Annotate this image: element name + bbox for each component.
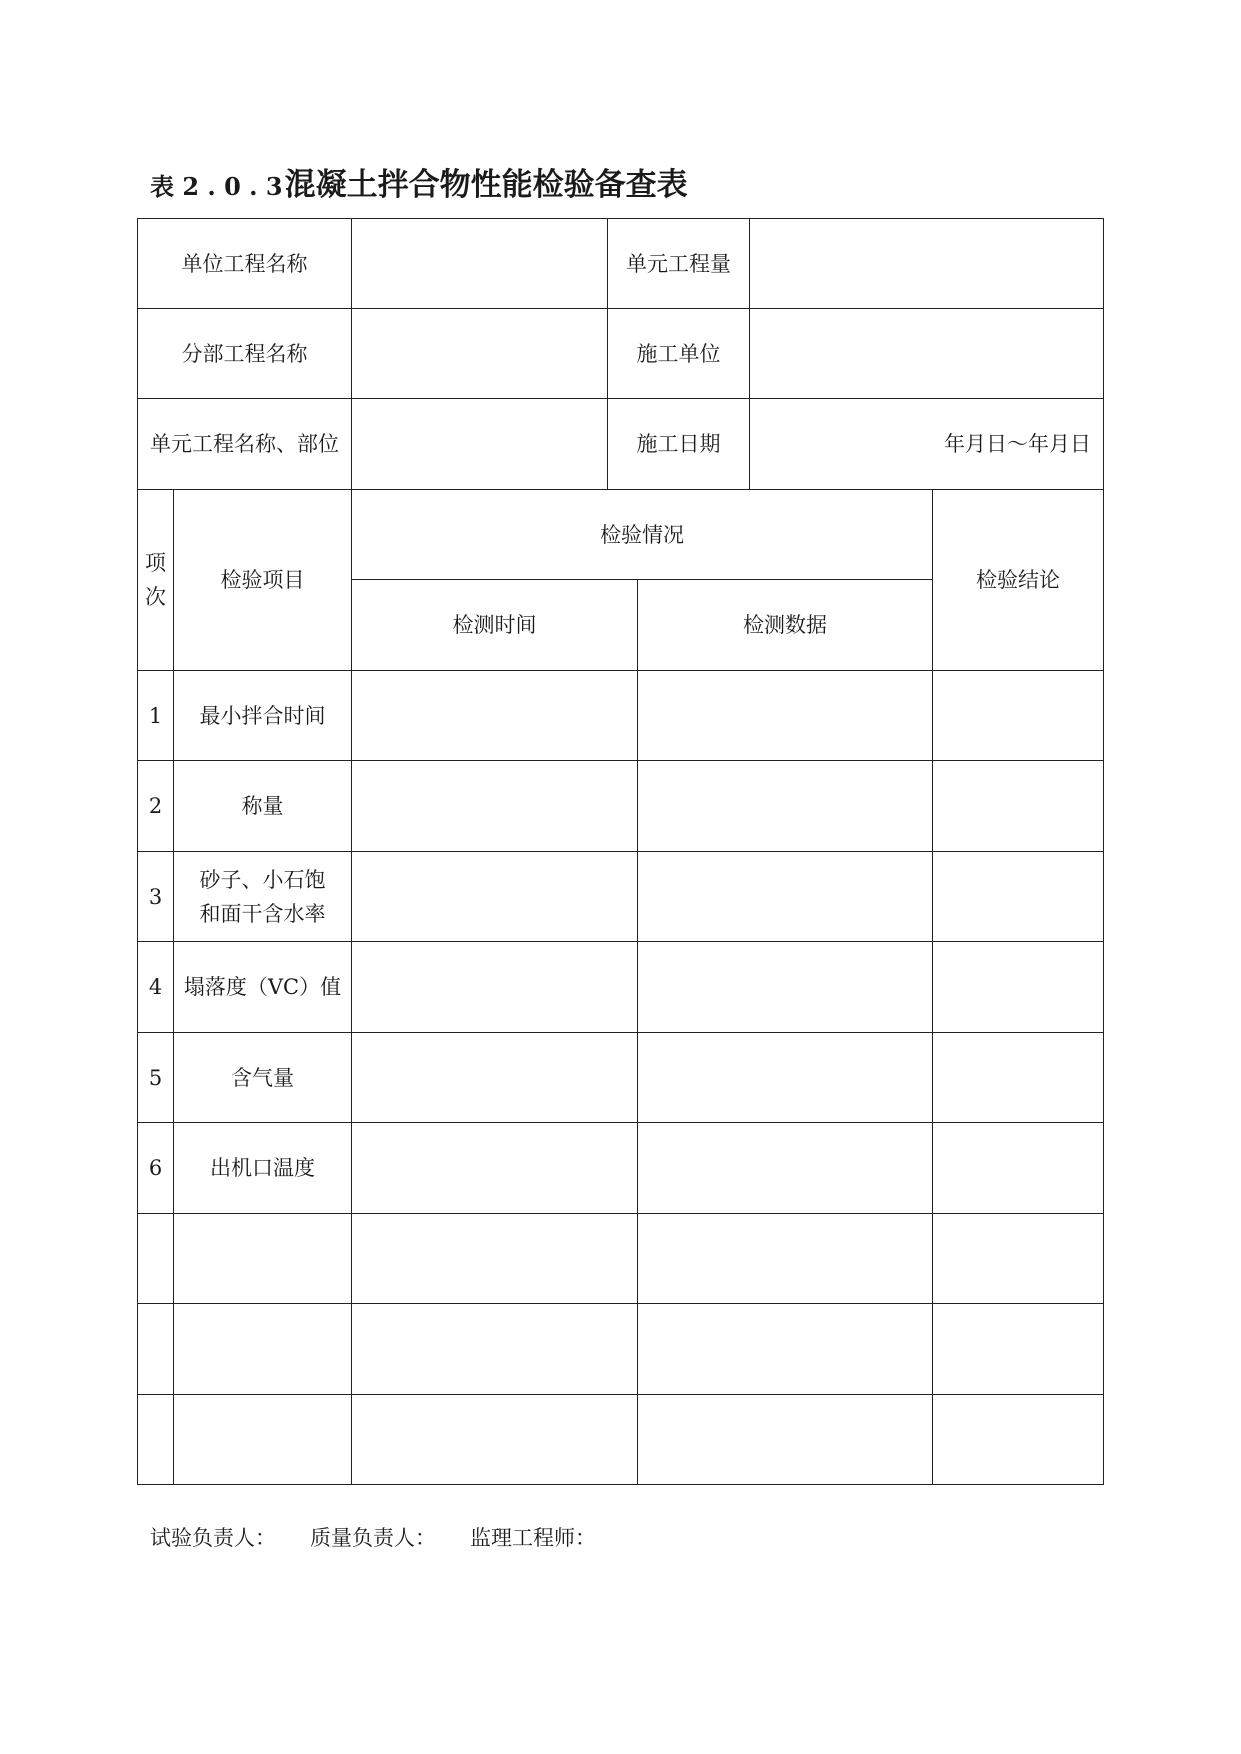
element-name-label: 单元工程名称、部位 [138, 399, 352, 490]
element-name-field[interactable] [352, 399, 608, 490]
unit-project-label: 单位工程名称 [138, 219, 352, 309]
header-row-3 [138, 399, 1104, 490]
table-row [138, 1304, 1104, 1395]
tester-signature-label: 试验负责人： [150, 1526, 276, 1550]
row-number [138, 1304, 174, 1395]
item-header: 检验项目 [174, 490, 352, 671]
table-number: 表 2 . 0 . 3 [150, 172, 283, 201]
row-number [138, 1214, 174, 1304]
contractor-label: 施工单位 [608, 309, 750, 399]
row-conclusion-cell[interactable] [933, 942, 1104, 1033]
header-row-1 [138, 219, 1104, 309]
row-time-cell[interactable] [352, 1214, 638, 1304]
row-time-cell[interactable] [352, 671, 638, 761]
sub-project-field[interactable] [352, 309, 608, 399]
table-row [138, 852, 1104, 942]
contractor-field[interactable] [750, 309, 1104, 399]
quality-signature-label: 质量负责人： [310, 1526, 436, 1550]
row-data-cell[interactable] [638, 1395, 933, 1485]
row-conclusion-cell[interactable] [933, 1395, 1104, 1485]
element-quantity-label: 单元工程量 [608, 219, 750, 309]
row-number: 2 [138, 761, 174, 852]
row-number [138, 1395, 174, 1485]
conclusion-header: 检验结论 [933, 490, 1104, 671]
row-conclusion-cell[interactable] [933, 1033, 1104, 1123]
table-row [138, 671, 1104, 761]
table-row [138, 1033, 1104, 1123]
table-row [138, 1395, 1104, 1485]
row-conclusion-cell[interactable] [933, 1214, 1104, 1304]
header-row-2 [138, 309, 1104, 399]
row-time-cell[interactable] [352, 1033, 638, 1123]
document-title [150, 160, 688, 210]
situation-header: 检验情况 [352, 490, 933, 580]
row-item [174, 852, 352, 942]
row-item-line1: 砂子、小石饱 [199, 867, 326, 892]
item-no-header-line1: 项 [145, 551, 166, 575]
row-item: 出机口温度 [174, 1123, 352, 1214]
row-conclusion-cell[interactable] [933, 671, 1104, 761]
row-data-cell[interactable] [638, 761, 933, 852]
row-time-cell[interactable] [352, 1123, 638, 1214]
row-item: 塌落度（VC）值 [174, 942, 352, 1033]
date-field[interactable]: 年月日～年月日 [750, 399, 1104, 490]
row-number: 1 [138, 671, 174, 761]
date-label: 施工日期 [608, 399, 750, 490]
row-number: 3 [138, 852, 174, 942]
unit-project-field[interactable] [352, 219, 608, 309]
row-conclusion-cell[interactable] [933, 1304, 1104, 1395]
inspection-table [137, 218, 1104, 1485]
row-item: 最小拌合时间 [174, 671, 352, 761]
table-row [138, 1123, 1104, 1214]
table-row [138, 942, 1104, 1033]
test-data-header: 检测数据 [638, 580, 933, 671]
row-data-cell[interactable] [638, 1304, 933, 1395]
row-data-cell[interactable] [638, 1123, 933, 1214]
table-row [138, 1214, 1104, 1304]
row-number: 6 [138, 1123, 174, 1214]
row-data-cell[interactable] [638, 671, 933, 761]
row-item: 称量 [174, 761, 352, 852]
row-time-cell[interactable] [352, 761, 638, 852]
row-time-cell[interactable] [352, 1304, 638, 1395]
supervisor-signature-label: 监理工程师： [470, 1526, 596, 1550]
row-item: 含气量 [174, 1033, 352, 1123]
row-conclusion-cell[interactable] [933, 852, 1104, 942]
item-no-header-line2: 次 [145, 585, 166, 609]
row-number: 5 [138, 1033, 174, 1123]
sub-project-label: 分部工程名称 [138, 309, 352, 399]
row-item[interactable] [174, 1214, 352, 1304]
element-quantity-field[interactable] [750, 219, 1104, 309]
row-number: 4 [138, 942, 174, 1033]
row-item[interactable] [174, 1304, 352, 1395]
table-row [138, 761, 1104, 852]
signature-line [150, 1522, 630, 1552]
row-item[interactable] [174, 1395, 352, 1485]
row-item-line2: 和面干含水率 [199, 901, 326, 926]
row-conclusion-cell[interactable] [933, 761, 1104, 852]
row-conclusion-cell[interactable] [933, 1123, 1104, 1214]
table-title: 混凝土拌合物性能检验备查表 [284, 167, 688, 203]
item-no-header [138, 490, 174, 671]
row-time-cell[interactable] [352, 1395, 638, 1485]
column-header-row-1 [138, 490, 1104, 580]
row-time-cell[interactable] [352, 852, 638, 942]
row-data-cell[interactable] [638, 1214, 933, 1304]
test-time-header: 检测时间 [352, 580, 638, 671]
row-data-cell[interactable] [638, 942, 933, 1033]
row-data-cell[interactable] [638, 1033, 933, 1123]
row-time-cell[interactable] [352, 942, 638, 1033]
row-data-cell[interactable] [638, 852, 933, 942]
